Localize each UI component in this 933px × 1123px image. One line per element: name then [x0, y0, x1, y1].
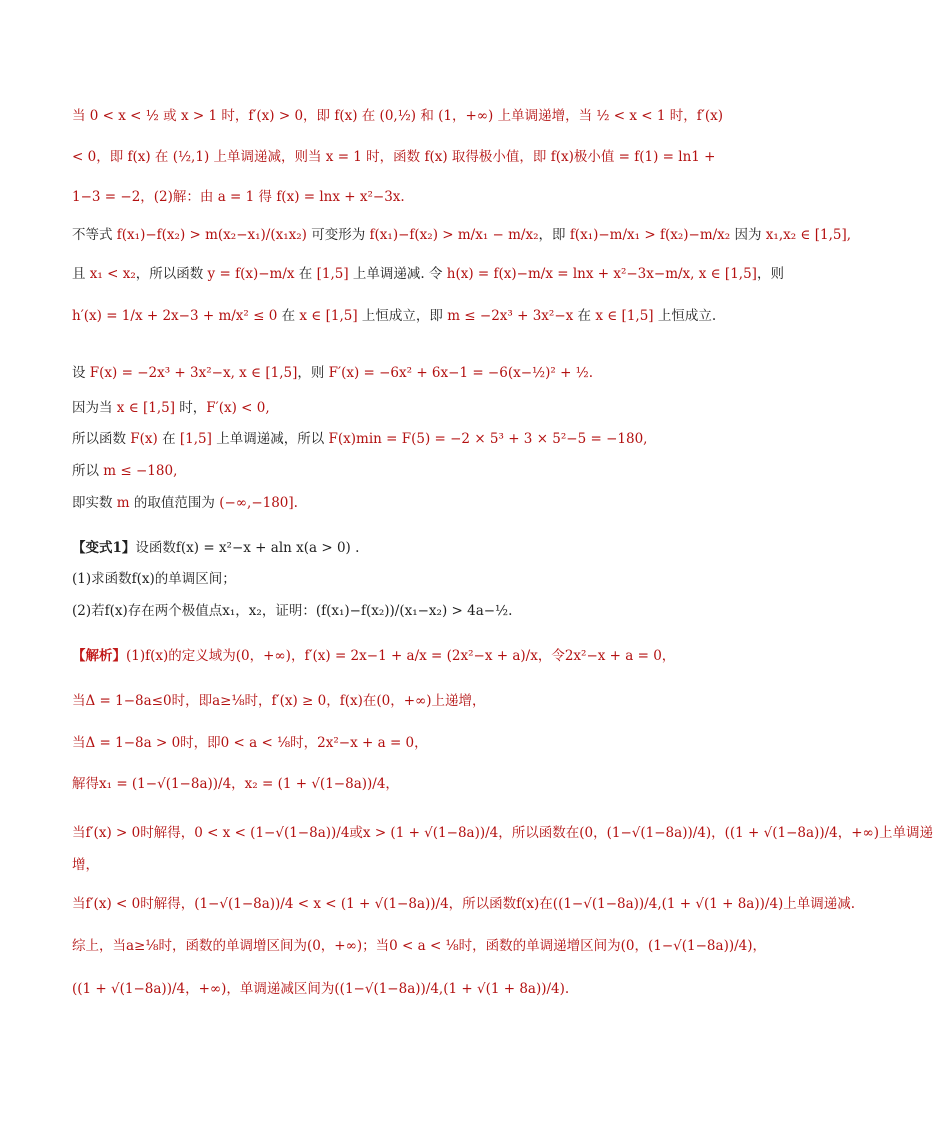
solution-part2-line	[72, 492, 734, 514]
text-segment: 因为	[730, 227, 766, 243]
text-segment: F′(x) = −6x² + 6x−1 = −6(x−½)² + ½.	[328, 365, 594, 381]
analysis-line	[72, 893, 856, 915]
text-segment: F(x)	[130, 431, 158, 447]
text-segment: 所以函数	[72, 431, 131, 447]
text-segment: 因为当	[72, 400, 117, 416]
text-segment: 综上，当a≥⅛时，函数的单调增区间为(0，+∞)；当0 < a < ⅛时，函数的单调递增区间为(0，(1−√(1−8a))/4)，	[72, 938, 767, 954]
text-segment: 当 0 < x < ½ 或 x > 1 时，f′(x) > 0，即 f(x) 在 (0,½) 和 (1，+∞) 上单调递增，当 ½ < x < 1 时，f′(x)	[72, 108, 723, 124]
solution-part2-line	[72, 460, 734, 482]
text-segment: ，即	[538, 227, 570, 243]
analysis-line	[72, 978, 734, 1000]
text-segment: 在	[294, 266, 317, 282]
text-segment: (1)求函数f(x)的单调区间；	[72, 571, 236, 587]
variant-line	[72, 600, 734, 622]
text-segment: [1,5]	[179, 431, 212, 447]
solution-part1-line	[72, 105, 734, 127]
text-segment: f(x₁)−f(x₂) > m/x₁ − m/x₂	[369, 227, 539, 243]
text-segment: 【解析】	[72, 648, 126, 664]
variant-line	[72, 537, 734, 559]
text-segment: x ∈ [1,5]	[116, 400, 175, 416]
text-segment: [1,5]	[316, 266, 349, 282]
text-segment: 可变形为	[306, 227, 370, 243]
text-segment: f(x₁)−m/x₁ > f(x₂)−m/x₂	[569, 227, 731, 243]
text-segment: F(x)min = F(5) = −2 × 5³ + 3 × 5²−5 = −180,	[328, 431, 648, 447]
analysis-line	[72, 854, 734, 876]
text-segment: 所以	[72, 463, 104, 479]
text-segment: < 0，即 f(x) 在 (½,1) 上单调递减，则当 x = 1 时，函数 f(x) 取得极小值，即 f(x)极小值 = f(1) = ln1 +	[72, 149, 716, 165]
text-segment: h′(x) = 1/x + 2x−3 + m/x² ≤ 0	[72, 308, 278, 324]
text-segment: 在	[573, 308, 596, 324]
text-segment: 当Δ = 1−8a > 0时，即0 < a < ⅛时，2x²−x + a = 0，	[72, 735, 428, 751]
text-segment: ，则	[756, 266, 784, 282]
text-segment: 当Δ = 1−8a≤0时，即a≥⅛时，f′(x) ≥ 0，f(x)在(0，+∞)上递增，	[72, 693, 486, 709]
text-segment: 的取值范围为	[129, 495, 220, 511]
text-segment: 不等式	[72, 227, 117, 243]
text-segment: F′(x) < 0,	[206, 400, 270, 416]
text-segment: 上单调递减. 令	[348, 266, 447, 282]
text-segment: (−∞,−180].	[219, 495, 298, 511]
solution-part2-line	[72, 397, 734, 419]
text-segment: x ∈ [1,5]	[299, 308, 358, 324]
analysis-line	[72, 690, 734, 712]
text-segment: x₁ < x₂	[89, 266, 136, 282]
text-segment: (2)若f(x)存在两个极值点x₁，x₂，证明：(f(x₁)−f(x₂))/(x₁−x₂) > 4a−½.	[72, 603, 513, 619]
text-segment: 解得x₁ = (1−√(1−8a))/4，x₂ = (1 + √(1−8a))/4，	[72, 776, 399, 792]
variant-line	[72, 568, 734, 590]
solution-part1-line	[72, 186, 734, 208]
text-segment: m ≤ −180,	[103, 463, 178, 479]
text-segment: 在	[157, 431, 180, 447]
analysis-line	[72, 732, 734, 754]
analysis-line	[72, 773, 734, 795]
text-segment: x₁,x₂ ∈ [1,5],	[765, 227, 852, 243]
solution-part1-line	[72, 305, 734, 327]
text-segment: 增，	[72, 857, 99, 873]
solution-part2-line	[72, 428, 734, 450]
text-segment: 【变式1】	[72, 540, 136, 556]
text-segment: m ≤ −2x³ + 3x²−x	[447, 308, 574, 324]
analysis-line	[72, 822, 933, 844]
text-segment: m	[116, 495, 130, 511]
text-segment: 设	[72, 365, 90, 381]
text-segment: 设函数f(x) = x²−x + aln x(a > 0) .	[135, 540, 360, 556]
analysis-line	[72, 645, 734, 667]
text-segment: 当f′(x) > 0时解得，0 < x < (1−√(1−8a))/4或x > (1 + √(1−8a))/4，所以函数在(0，(1−√(1−8a))/4)，((1 + √(1−8a))/4，+∞)上单调递	[72, 825, 933, 841]
text-segment: 上单调递减，所以	[211, 431, 329, 447]
solution-part1-line	[72, 146, 734, 168]
text-segment: 当f′(x) < 0时解得，(1−√(1−8a))/4 < x < (1 + √(1−8a))/4，所以函数f(x)在((1−√(1−8a))/4,(1 + √(1 + 8a))/4)上单调递减.	[72, 896, 856, 912]
analysis-line	[72, 935, 767, 957]
text-segment: ，则	[297, 365, 329, 381]
text-segment: y = f(x)−m/x	[207, 266, 295, 282]
text-segment: f(x₁)−f(x₂) > m(x₂−x₁)/(x₁x₂)	[116, 227, 307, 243]
text-segment: 上恒成立.	[653, 308, 717, 324]
solution-part1-line	[72, 224, 852, 246]
text-segment: F(x) = −2x³ + 3x²−x, x ∈ [1,5]	[89, 365, 298, 381]
text-segment: 即实数	[72, 495, 117, 511]
text-segment: 时，	[175, 400, 207, 416]
text-segment: ((1 + √(1−8a))/4，+∞)，单调递减区间为((1−√(1−8a))/4,(1 + √(1 + 8a))/4).	[72, 981, 570, 997]
text-segment: 1−3 = −2，(2)解：由 a = 1 得 f(x) = lnx + x²−3x.	[72, 189, 405, 205]
text-segment: ，所以函数	[135, 266, 208, 282]
text-segment: x ∈ [1,5]	[595, 308, 654, 324]
text-segment: 且	[72, 266, 90, 282]
solution-part2-line	[72, 362, 734, 384]
text-segment: 上恒成立，即	[357, 308, 448, 324]
solution-part1-line	[72, 263, 784, 285]
text-segment: 在	[277, 308, 300, 324]
text-segment: h(x) = f(x)−m/x = lnx + x²−3x−m/x, x ∈ [1,5]	[446, 266, 757, 282]
text-segment: (1)f(x)的定义域为(0，+∞)，f′(x) = 2x−1 + a/x = (2x²−x + a)/x，令2x²−x + a = 0，	[126, 648, 676, 664]
